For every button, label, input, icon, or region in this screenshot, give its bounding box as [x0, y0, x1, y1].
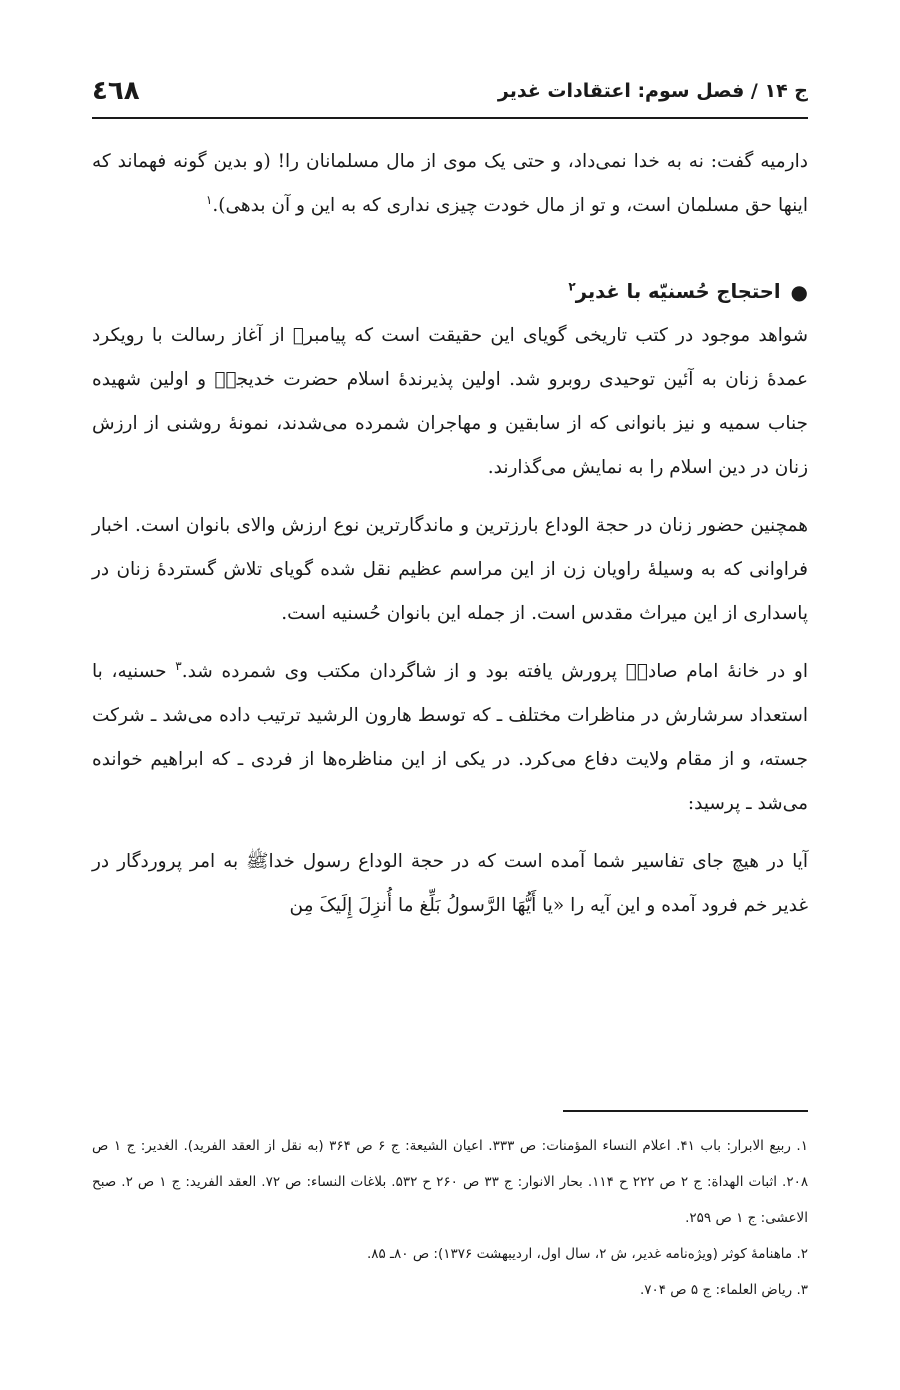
paragraph-4-text-a: او در خانهٔ امام صادقؑ پرورش یافته بود و از شاگردان مکتب وی شمرده شد.: [181, 661, 808, 682]
section-heading-title: احتجاج حُسنیّه با غدیر: [575, 280, 781, 303]
paragraph-1: [92, 140, 808, 228]
paragraph-1-text: دارمیه گفت: نه به خدا نمی‌داد، و حتی یک موی از مال مسلمانان را! (و بدین گونه فهماند که اینها حق مسلمان است، و تو از مال خودت چیزی نداری که به این و آن بدهی).: [92, 151, 808, 216]
footnote-1: ۱. ربیع الابرار: باب ۴۱. اعلام النساء المؤمنات: ص ۳۳۳. اعیان الشیعة: ج ۶ ص ۳۶۴ (به نقل از العقد الفرید). الغدیر: ج ۱ ص ۲۰۸. اثبات الهداة: ج ۲ ص ۲۲۲ ح ۱۱۴. بحار الانوار: ج ۳۳ ص ۲۶۰ ح ۵۳۲. بلاغات النساء: ص ۷۲. العقد الفرید: ج ۱ ص ۲. صبح الاعشی: ج ۱ ص ۲۵۹.: [92, 1138, 809, 1226]
footnote-separator: [563, 1110, 808, 1112]
page-header: [92, 70, 808, 112]
paragraph-4: [92, 650, 808, 826]
section-heading: [92, 270, 808, 314]
paragraph-5: آیا در هیچ جای تفاسیر شما آمده است که در حجة الوداع رسول خداﷺ به امر پروردگار در غدیر خم فرود آمده و این آیه را «یا أَیُّهَا الرَّسولُ بَلِّغ ما أُنزِلَ إِلَیکَ مِن: [92, 851, 808, 916]
paragraph-4-text-b: حسنیه، با استعداد سرشارش در مناظرات مختلف ـ که توسط هارون الرشید ترتیب داده می‌شد ـ شرکت جسته، و از مقام ولایت دفاع می‌کرد. در یکی از این مناظره‌ها از فردی ـ که ابراهیم خوانده می‌شد ـ پرسید:: [92, 661, 808, 814]
section-heading-text: [568, 270, 780, 314]
footnote-ref-3[interactable]: ۳: [175, 658, 182, 673]
footnotes: [92, 1128, 808, 1308]
bullet-icon: ●: [790, 280, 808, 304]
paragraph-2: شواهد موجود در کتب تاریخی گویای این حقیقت است که پیامبرﷺ از آغاز رسالت با رویکرد عمدهٔ زنان به آئین توحیدی روبرو شد. اولین پذیرندهٔ اسلام حضرت خدیجهؑ و اولین شهیده جناب سمیه و نیز بانوانی که از سابقین و مهاجران شمرده می‌شدند، نمونهٔ روشنی از ارزش زنان در دین اسلام را به نمایش می‌گذارند.: [92, 325, 808, 478]
footnote-ref-1[interactable]: ۱: [205, 192, 213, 207]
running-title: ج ۱۴ / فصل سوم: اعتقادات غدیر: [497, 80, 808, 102]
header-rule: [92, 117, 808, 119]
paragraph-3: همچنین حضور زنان در حجة الوداع بارزترین و ماندگارترین نوع ارزش والای بانوان است. اخبار فراوانی که به وسیلهٔ راویان زن از این مراسم عظیم نقل شده گویای تلاش گستردهٔ زنان در پاسداری از این میراث مقدس است. از جمله این بانوان حُسنیه است.: [92, 515, 808, 624]
page-number: ٤٦٨: [92, 76, 140, 106]
body-text: [92, 140, 808, 928]
book-page: [92, 0, 808, 1390]
footnote-ref-2[interactable]: ۲: [568, 279, 576, 294]
footnote-2: ۲. ماهنامهٔ کوثر (ویژه‌نامه غدیر، ش ۲، سال اول، اردیبهشت ۱۳۷۶): ص ۸۰ـ ۸۵.: [366, 1246, 808, 1262]
footnote-3: ۳. ریاض العلماء: ج ۵ ص ۷۰۴.: [639, 1282, 808, 1298]
